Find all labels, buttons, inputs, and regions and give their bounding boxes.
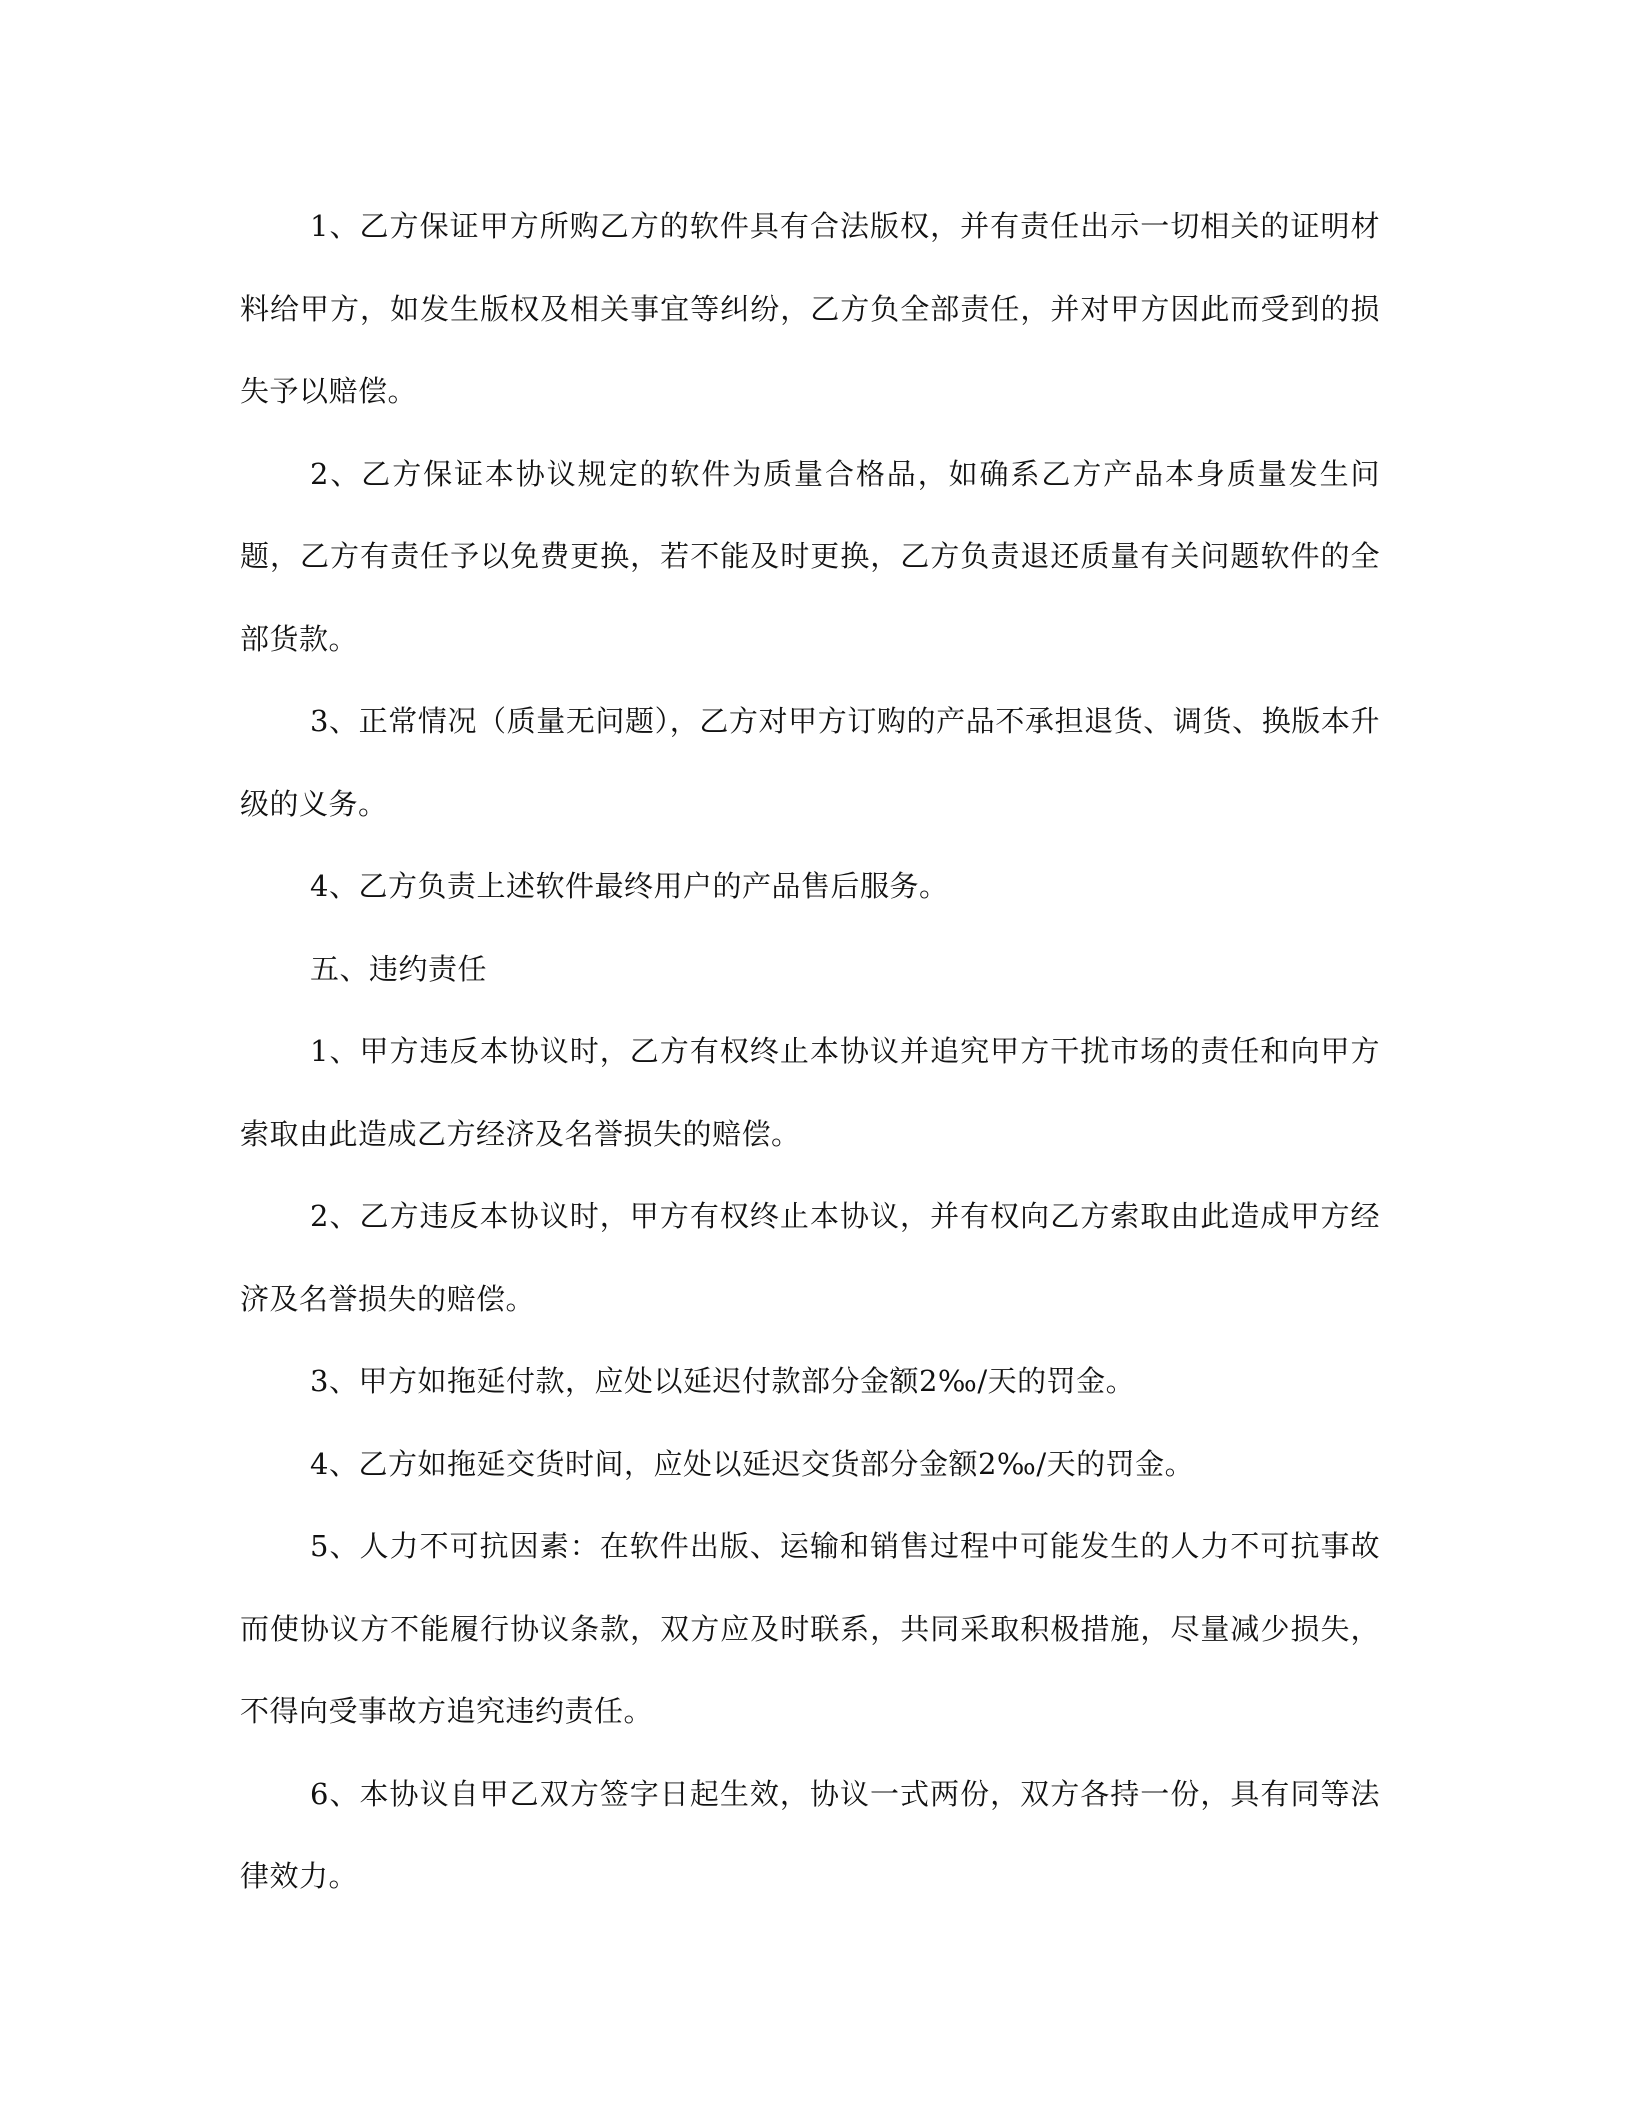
clause-paragraph: 2、乙方违反本协议时，甲方有权终止本协议，并有权向乙方索取由此造成甲方经济及名誉损失的赔偿。 (240, 1199, 1380, 1316)
clause-paragraph: 4、乙方如拖延交货时间，应处以延迟交货部分金额2‰/天的罚金。 (310, 1446, 1195, 1481)
clause-paragraph: 3、正常情况（质量无问题），乙方对甲方订购的产品不承担退货、调货、换版本升级的义务。 (240, 704, 1380, 821)
clause-paragraph: 1、甲方违反本协议时，乙方有权终止本协议并追究甲方干扰市场的责任和向甲方索取由此造成乙方经济及名誉损失的赔偿。 (240, 1034, 1380, 1151)
document-body (240, 185, 1380, 1918)
clause-paragraph: 4、乙方负责上述软件最终用户的产品售后服务。 (310, 869, 949, 903)
clause-paragraph: 3、甲方如拖延付款，应处以延迟付款部分金额2‰/天的罚金。 (310, 1364, 1136, 1398)
clause-paragraph: 1、乙方保证甲方所购乙方的软件具有合法版权，并有责任出示一切相关的证明材料给甲方，如发生版权及相关事宜等纠纷，乙方负全部责任，并对甲方因此而受到的损失予以赔偿。 (240, 209, 1380, 408)
clause-paragraph: 6、本协议自甲乙双方签字日起生效，协议一式两份，双方各持一份，具有同等法律效力。 (240, 1776, 1380, 1893)
section-heading: 五、违约责任 (310, 951, 488, 986)
clause-paragraph: 2、乙方保证本协议规定的软件为质量合格品，如确系乙方产品本身质量发生问题，乙方有责任予以免费更换，若不能及时更换，乙方负责退还质量有关问题软件的全部货款。 (240, 456, 1380, 656)
clause-paragraph: 5、人力不可抗因素：在软件出版、运输和销售过程中可能发生的人力不可抗事故而使协议方不能履行协议条款，双方应及时联系，共同采取积极措施，尽量减少损失，不得向受事故方追究违约责任。 (240, 1529, 1380, 1728)
